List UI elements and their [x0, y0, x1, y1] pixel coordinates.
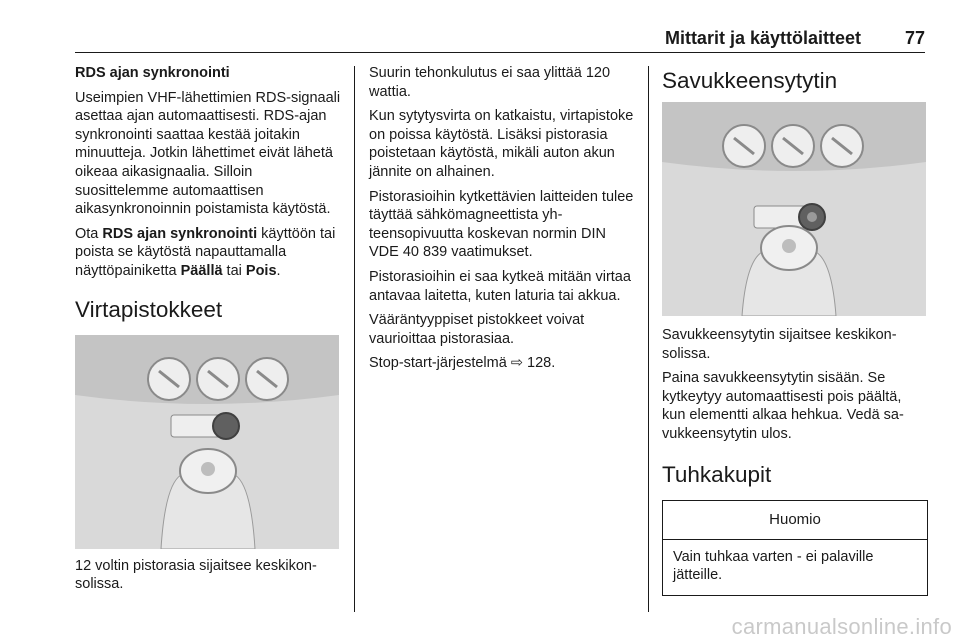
text-run: Ota	[75, 225, 103, 242]
note-box	[662, 500, 928, 596]
column-3	[662, 64, 928, 596]
text-run: .	[276, 262, 281, 279]
subheading-rds: RDS ajan synkronointi	[75, 65, 230, 81]
heading-cigarette-lighter: Savukkeensytytin	[662, 68, 838, 93]
page-header	[75, 28, 925, 52]
paragraph-rds-toggle	[75, 225, 343, 281]
paragraph-max-power: Suurin tehonkulutus ei saa ylittää 120 wattia.	[369, 65, 611, 100]
column-1	[75, 64, 343, 600]
caption-power-outlet: 12 voltin pistorasia sijaitsee keskikonsolissa.	[75, 557, 317, 593]
heading-power-outlets: Virtapistokkeet	[75, 296, 223, 322]
paragraph-lighter-location: Savukkeensytytin sijaitsee keskikonsolissa.	[662, 327, 897, 362]
header-rule	[75, 52, 925, 53]
paragraph-lighter-usage: Paina savukkeensytytin sisään. Se kytkeytyy automaattisesti pois päältä, kun elementti alkaa hehkua. Vedä savukkeensytytin ulos.	[662, 370, 904, 442]
text-run: tai	[222, 262, 246, 279]
paragraph-ignition: Kun sytytysvirta on katkaistu, virtapistoke on poissa käytöstä. Lisäksi pistorasia poistetaan käytöstä, mikäli auton akun jännite on alhainen.	[369, 108, 634, 180]
reference-arrow-icon: ⇨	[510, 355, 523, 372]
paragraph-rds: Useimpien VHF-lähettimien RDS-signaali asettaa ajan automaattisesti. RDS-ajan synkronointi saattaa kestää joitakin minuutteja. Jotkin lähettimet eivät lähetä oikeaa aikasignaalia. Silloin suosittelemme automaattisen aikasynkronoinnin poistamista käytöstä.	[75, 89, 341, 218]
column-divider-2	[648, 66, 649, 612]
column-2	[369, 64, 637, 379]
column-divider-1	[354, 66, 355, 612]
paragraph-wrong-plugs: Vääräntyyppiset pistokkeet voivat vaurioittaa pistorasiaa.	[369, 312, 585, 347]
page-number: 77	[904, 28, 925, 48]
note-title: Huomio	[663, 501, 927, 540]
bold-run: Päällä	[180, 262, 223, 279]
paragraph-emc: Pistorasioihin kytkettävien laitteiden tulee täyttää sähkömagneettista yhteensopivuutta koskevan normin DIN VDE 40 839 vaatimukset.	[369, 188, 634, 261]
chapter-title: Mittarit ja käyttölaitteet	[664, 28, 861, 48]
power-outlet-illustration	[75, 335, 339, 549]
page-reference-link[interactable]: 128.	[527, 355, 556, 372]
heading-ashtrays: Tuhkakupit	[662, 461, 772, 487]
text-run: Stop-start-järjestelmä	[369, 355, 511, 372]
paragraph-no-charger: Pistorasioihin ei saa kytkeä mitään virtaa antavaa laitetta, kuten laturia tai akkua.	[369, 268, 631, 304]
paragraph-stop-start	[369, 354, 637, 373]
watermark: carmanualsonline.info	[731, 614, 952, 639]
bold-run: RDS ajan synkronointi	[102, 225, 258, 242]
note-body: Vain tuhkaa varten - ei palaville jätteille.	[673, 548, 874, 584]
bold-run: Pois	[245, 262, 277, 279]
text-run: käyttöön tai poista se käytöstä napauttamalla näyttöpainiketta	[75, 225, 336, 279]
cigarette-lighter-illustration	[662, 102, 926, 316]
